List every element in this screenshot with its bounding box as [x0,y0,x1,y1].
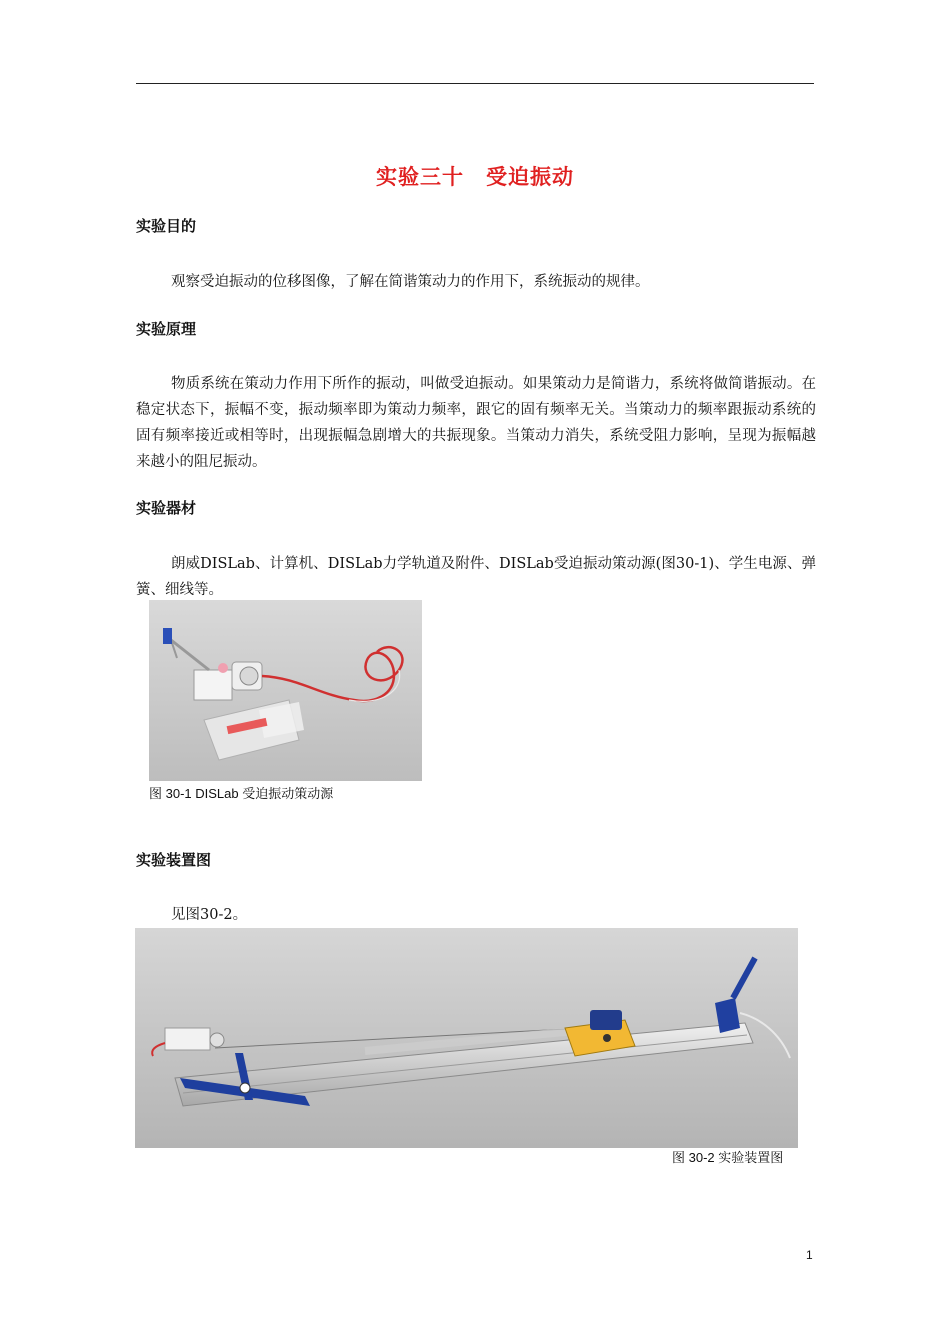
heading-purpose: 实验目的 [136,217,197,235]
principle-text: 物质系统在策动力作用下所作的振动，叫做受迫振动。如果策动力是简谐力，系统将做简谐振动。在稳定状态下，振幅不变，振动频率即为策动力频率，跟它的固有频率无关。当策动力的频率跟振动系统的固有频率接近或相等时，出现振幅急剧增大的共振现象。当策动力消失，系统受阻力影响，呈现为振幅越来越小的阻尼振动。 [136,376,816,470]
header-rule [136,83,814,84]
purpose-text: 观察受迫振动的位移图像，了解在简谐策动力的作用下，系统振动的规律。 [171,274,650,290]
figure-30-2-caption: 图 30-2 实验装置图 [672,1150,784,1165]
setup-text: 见图30-2。 [171,907,248,923]
heading-equipment: 实验器材 [136,499,197,517]
page-number: 1 [806,1248,813,1262]
figure-30-2-photo [135,928,798,1148]
heading-setup: 实验装置图 [136,851,212,869]
figure-30-1-caption: 图 30-1 DISLab 受迫振动策动源 [149,786,334,801]
heading-principle: 实验原理 [136,320,197,338]
figure-30-1-photo [149,600,422,781]
equipment-text: 朗威DISLab、计算机、DISLab力学轨道及附件、DISLab受迫振动策动源(图30-1)、学生电源、弹簧、细线等。 [136,556,816,598]
page-title: 实验三十 受迫振动 [376,165,574,189]
